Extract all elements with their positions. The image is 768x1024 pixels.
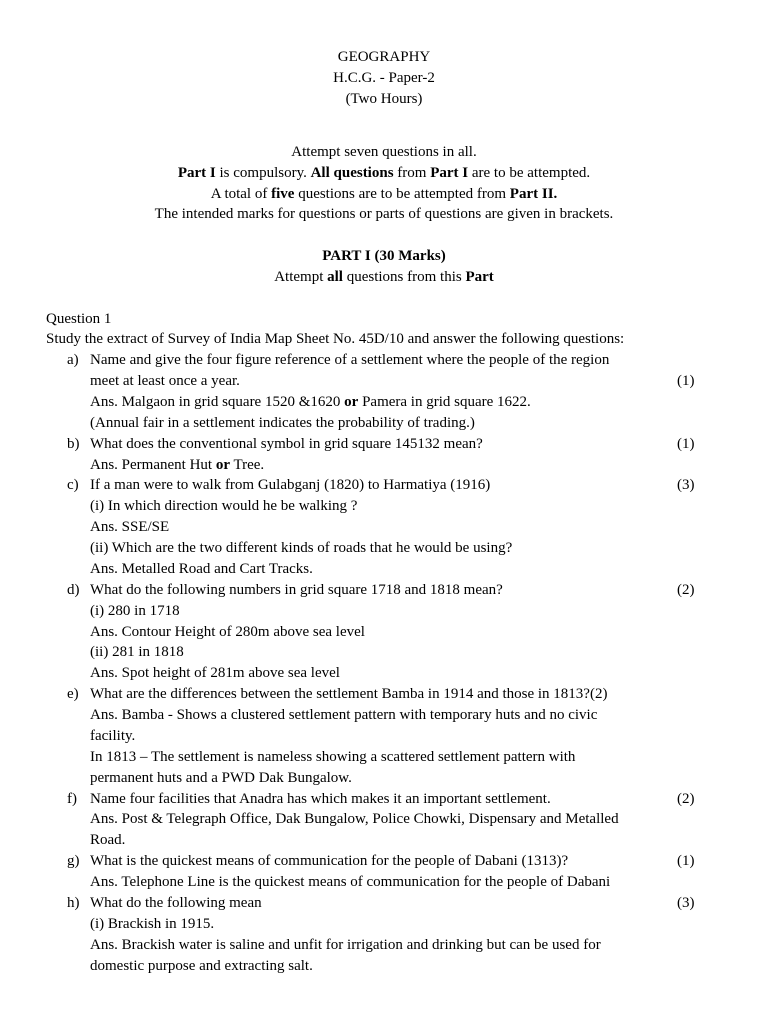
part-h-answer-line-2: domestic purpose and extracting salt. [90,958,313,974]
paper-title: H.C.G. - Paper-2 [333,70,435,86]
part-e-answer-line-1: Ans. Bamba - Shows a clustered settlement pattern with temporary huts and no civic [90,707,598,723]
part-a-marks: (1) [677,373,695,389]
instruction-line-4: The intended marks for questions or parts of questions are given in brackets. [154,206,614,222]
part-h-answer-line-1: Ans. Brackish water is saline and unfit for irrigation and drinking but can be used for [90,937,601,953]
part-f-answer-line-2: Road. [90,832,126,848]
part-g-question: What is the quickest means of communication for the people of Dabani (1313)? [90,853,569,869]
part-b-answer: Ans. Permanent Hut or Tree. [90,457,265,473]
part-e-answer-line-2: facility. [90,728,136,744]
part-d-answer-2: Ans. Spot height of 281m above sea level [90,665,340,681]
part-g-answer: Ans. Telephone Line is the quickest means of communication for the people of Dabani [90,874,611,890]
part-c-subquestion-1: (i) In which direction would he be walking ? [90,498,358,514]
instruction-line-2: Part I is compulsory. All questions from Part I are to be attempted. [177,165,591,181]
part-h-question: What do the following mean [90,895,262,911]
instruction-line-1: Attempt seven questions in all. [291,144,477,160]
part-c-marks: (3) [677,477,695,493]
part-b-marks: (1) [677,436,695,452]
part-subheading: Attempt all questions from this Part [274,269,494,285]
part-h-marks: (3) [677,895,695,911]
subject-title: GEOGRAPHY [337,49,431,65]
part-heading: PART I (30 Marks) [322,248,446,264]
part-c-subquestion-2: (ii) Which are the two different kinds of roads that he would be using? [90,540,513,556]
part-d-question: What do the following numbers in grid square 1718 and 1818 mean? [90,582,503,598]
question-intro: Study the extract of Survey of India Map Sheet No. 45D/10 and answer the following questions: [46,331,625,347]
part-e-answer-line-4: permanent huts and a PWD Dak Bungalow. [90,770,352,786]
part-c-answer-1: Ans. SSE/SE [90,519,170,535]
part-a-question-line-1: Name and give the four figure reference of a settlement where the people of the region [90,352,610,368]
part-g-label: g) [67,853,80,869]
question-title: Question 1 [46,311,112,327]
part-c-answer-2: Ans. Metalled Road and Cart Tracks. [90,561,313,577]
part-a-question-line-2: meet at least once a year. [90,373,240,389]
part-e-answer-line-3: In 1813 – The settlement is nameless showing a scattered settlement pattern with [90,749,576,765]
part-d-marks: (2) [677,582,695,598]
part-a-answer-note: (Annual fair in a settlement indicates the probability of trading.) [90,415,475,431]
part-d-label: d) [67,582,80,598]
part-f-marks: (2) [677,791,695,807]
part-d-subquestion-1: (i) 280 in 1718 [90,603,180,619]
part-a-answer: Ans. Malgaon in grid square 1520 &1620 or Pamera in grid square 1622. [90,394,531,410]
part-h-subquestion-1: (i) Brackish in 1915. [90,916,215,932]
part-b-label: b) [67,436,80,452]
part-c-question: If a man were to walk from Gulabganj (1820) to Harmatiya (1916) [90,477,491,493]
part-d-subquestion-2: (ii) 281 in 1818 [90,644,184,660]
part-b-question: What does the conventional symbol in grid square 145132 mean? [90,436,483,452]
part-a-label: a) [67,352,79,368]
part-c-label: c) [67,477,79,493]
part-f-answer-line-1: Ans. Post & Telegraph Office, Dak Bungalow, Police Chowki, Dispensary and Metalled [90,811,619,827]
part-e-question: What are the differences between the settlement Bamba in 1914 and those in 1813?(2) [90,686,608,702]
part-h-label: h) [67,895,80,911]
part-e-label: e) [67,686,79,702]
duration: (Two Hours) [345,91,423,107]
part-f-question: Name four facilities that Anadra has which makes it an important settlement. [90,791,551,807]
part-d-answer-1: Ans. Contour Height of 280m above sea level [90,624,365,640]
instruction-line-3: A total of five questions are to be attempted from Part II. [210,186,558,202]
part-f-label: f) [67,791,77,807]
part-g-marks: (1) [677,853,695,869]
